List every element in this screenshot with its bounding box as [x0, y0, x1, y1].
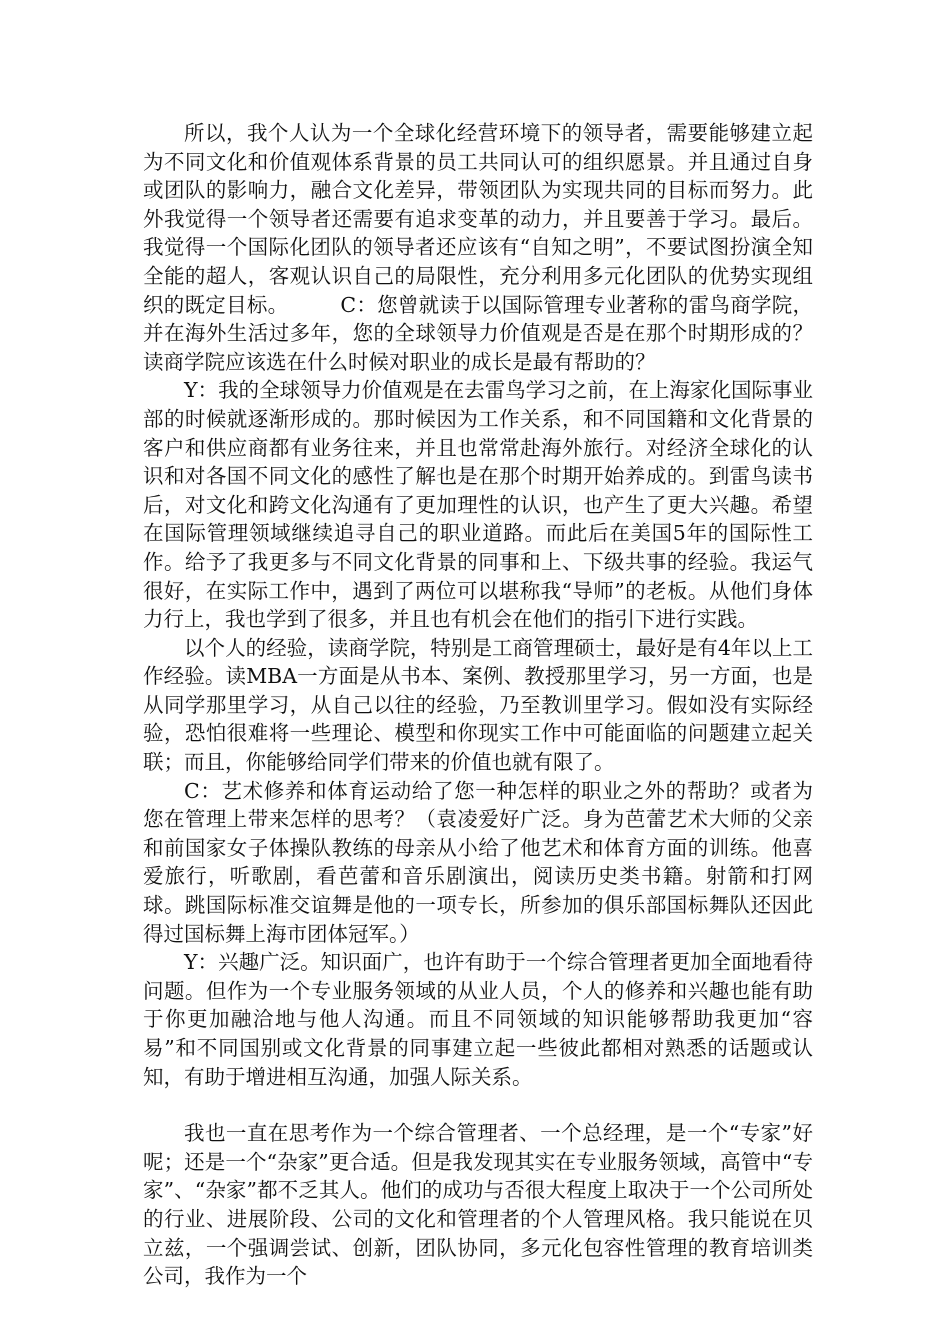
paragraph-interests-answer: Y：兴趣广泛。知识面广，也许有助于一个综合管理者更加全面地看待问题。但作为一个专业服务领域的从业人员，个人的修养和兴趣也能有助于你更加融洽地与他人沟通。而且不同领域的知识能够帮助我更加“容易”和不同国别或文化背景的同事建立起一些彼此都相对熟悉的话题或认知，有助于增进相互沟通，加强人际关系。 [143, 950, 813, 1089]
paragraph-arts-sports-question: C：艺术修养和体育运动给了您一种怎样的职业之外的帮助？或者为您在管理上带来怎样的思考？（袁凌爱好广泛。身为芭蕾艺术大师的父亲和前国家女子体操队教练的母亲从小给了他艺术和体育方面的训练。他喜爱旅行，听歌剧，看芭蕾和音乐剧演出，阅读历史类书籍。射箭和打网球。跳国际标准交谊舞是他的一项专长，所参加的俱乐部国标舞队还因此得过国标舞上海市团体冠军。） [143, 778, 813, 946]
document-body [143, 119, 813, 1291]
paragraph-generalist-specialist: 我也一直在思考作为一个综合管理者、一个总经理，是一个“专家”好呢；还是一个“杂家”更合适。但是我发现其实在专业服务领域，高管中“专家”、“杂家”都不乏其人。他们的成功与否很大程度上取决于一个公司所处的行业、进展阶段、公司的文化和管理者的个人管理风格。我只能说在贝立兹，一个强调尝试、创新，团队协同，多元化包容性管理的教育培训类公司，我作为一个 [143, 1121, 813, 1289]
paragraph-leadership-vision: 所以，我个人认为一个全球化经营环境下的领导者，需要能够建立起为不同文化和价值观体系背景的员工共同认可的组织愿景。并且通过自身或团队的影响力，融合文化差异，带领团队为实现共同的目标而努力。此外我觉得一个领导者还需要有追求变革的动力，并且要善于学习。最后。我觉得一个国际化团队的领导者还应该有“自知之明”，不要试图扮演全知全能的超人，客观认识自己的局限性，充分利用多元化团队的优势实现组织的既定目标。 C：您曾就读于以国际管理专业著称的雷鸟商学院，并在海外生活过多年，您的全球领导力价值观是否是在那个时期形成的？读商学院应该选在什么时候对职业的成长是最有帮助的？ [143, 121, 813, 374]
paragraph-business-school-advice: 以个人的经验，读商学院，特别是工商管理硕士，最好是有4年以上工作经验。读MBA一方面是从书本、案例、教授那里学习，另一方面，也是从同学那里学习，从自己以往的经验，乃至教训里学习。假如没有实际经验，恐怕很难将一些理论、模型和你现实工作中可能面临的问题建立起关联；而且，你能够给同学们带来的价值也就有限了。 [143, 635, 813, 775]
paragraph-spacer [143, 1091, 813, 1119]
paragraph-global-values-answer: Y：我的全球领导力价值观是在去雷鸟学习之前，在上海家化国际事业部的时候就逐渐形成的。那时候因为工作关系，和不同国籍和文化背景的客户和供应商都有业务往来，并且也常常赴海外旅行。对经济全球化的认识和对各国不同文化的感性了解也是在那个时期开始养成的。到雷鸟读书后，对文化和跨文化沟通有了更加理性的认识，也产生了更大兴趣。希望在国际管理领域继续追寻自己的职业道路。而此后在美国5年的国际性工作。给予了我更多与不同文化背景的同事和上、下级共事的经验。我运气很好，在实际工作中，遇到了两位可以堪称我“导师”的老板。从他们身体力行上，我也学到了很多，并且也有机会在他们的指引下进行实践。 [143, 378, 813, 632]
